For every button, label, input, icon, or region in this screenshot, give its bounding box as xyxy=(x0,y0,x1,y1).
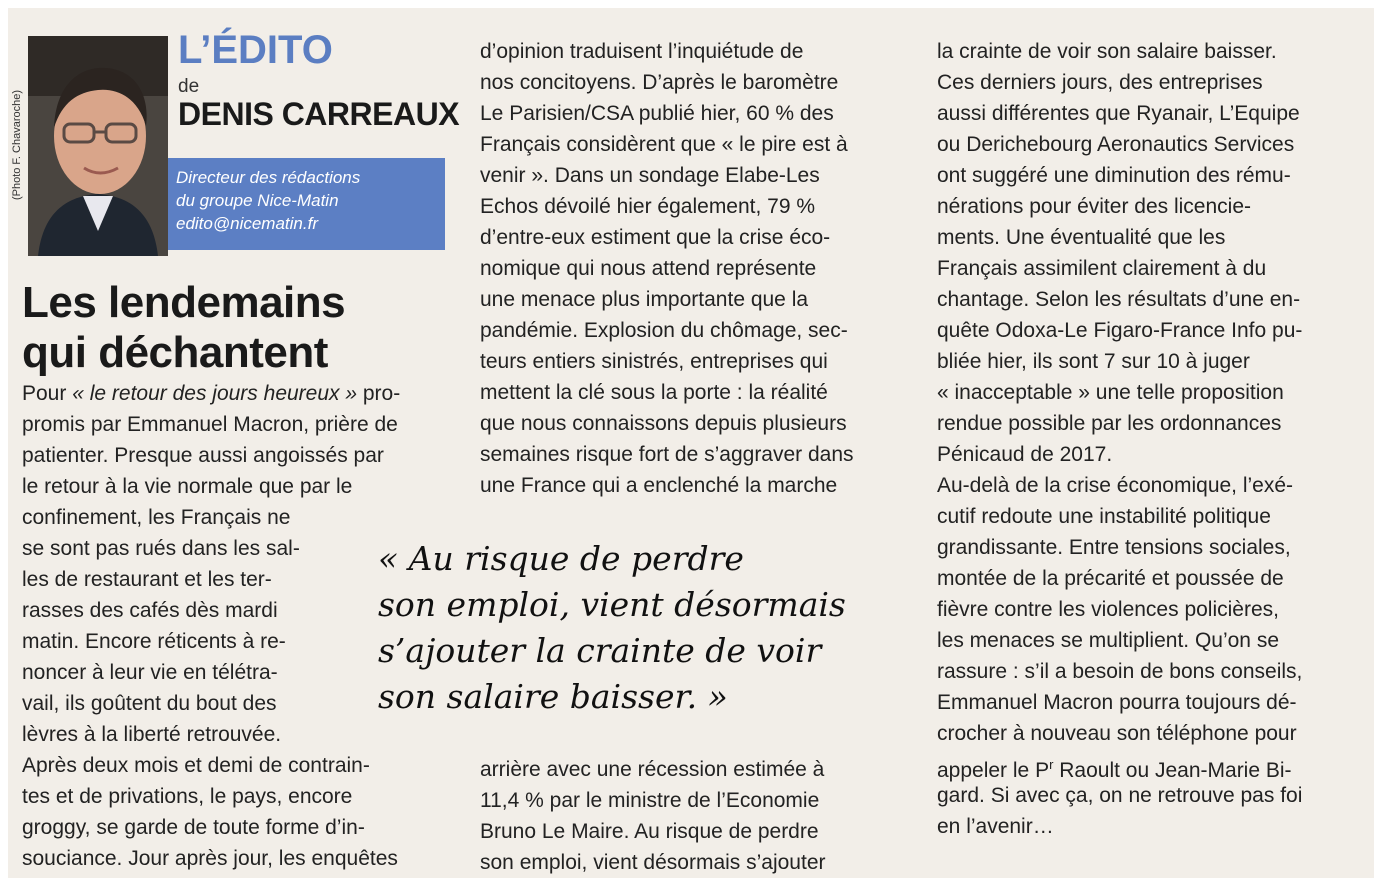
section-kicker: L’ÉDITO xyxy=(178,28,333,72)
body-line: Pour « le retour des jours heureux » pro- xyxy=(22,382,401,405)
headline-line: qui déchantent xyxy=(22,328,328,377)
pull-quote-line: s’ajouter la crainte de voir xyxy=(378,631,822,670)
body-line: Echos dévoilé hier également, 79 % xyxy=(480,195,816,218)
byline-de: de xyxy=(178,76,200,97)
body-line: rasses des cafés dès mardi xyxy=(22,599,278,622)
column-2-top xyxy=(480,36,854,501)
column-3 xyxy=(937,36,1302,842)
body-line: en l’avenir… xyxy=(937,815,1054,838)
author-role-box xyxy=(168,158,445,250)
body-line: gard. Si avec ça, on ne retrouve pas foi xyxy=(937,784,1303,807)
column-2-bottom xyxy=(480,754,826,878)
body-line: ou Derichebourg Aeronautics Services xyxy=(937,133,1295,156)
body-line: groggy, se garde de toute forme d’in- xyxy=(22,816,365,839)
body-line: d’opinion traduisent l’inquiétude de xyxy=(480,40,804,63)
body-line: Au-delà de la crise économique, l’exé- xyxy=(937,474,1294,497)
author-photo xyxy=(28,36,168,256)
body-line: le retour à la vie normale que par le xyxy=(22,475,353,498)
body-line: vail, ils goûtent du bout des xyxy=(22,692,277,715)
body-line: une France qui a enclenché la marche xyxy=(480,474,838,497)
body-line: teurs entiers sinistrés, entreprises qui xyxy=(480,350,828,373)
body-line: les menaces se multiplient. Qu’on se xyxy=(937,629,1279,652)
body-line: pandémie. Explosion du chômage, sec- xyxy=(480,319,848,342)
body-line: « inacceptable » une telle proposition xyxy=(937,381,1284,404)
body-line: montée de la précarité et poussée de xyxy=(937,567,1284,590)
author-name: DENIS CARREAUX xyxy=(178,96,460,132)
body-line: grandissante. Entre tensions sociales, xyxy=(937,536,1291,559)
body-line: ont suggéré une diminution des rému- xyxy=(937,164,1291,187)
author-role-line: Directeur des rédactions xyxy=(176,168,361,187)
body-line: les de restaurant et les ter- xyxy=(22,568,272,591)
body-line: bliée hier, ils sont 7 sur 10 à juger xyxy=(937,350,1250,373)
body-line: nérations pour éviter des licencie- xyxy=(937,195,1251,218)
body-line: nos concitoyens. D’après le baromètre xyxy=(480,71,839,94)
body-line: venir ». Dans un sondage Elabe-Les xyxy=(480,164,820,187)
author-role-line: du groupe Nice-Matin xyxy=(176,191,339,210)
body-line: chantage. Selon les résultats d’une en- xyxy=(937,288,1301,311)
body-line: appeler le $P^r$ Raoult ou Jean-Marie Bi- xyxy=(937,757,1292,782)
editorial-page xyxy=(8,8,1374,878)
body-line: matin. Encore réticents à re- xyxy=(22,630,286,653)
body-line: nomique qui nous attend représente xyxy=(480,257,817,280)
body-line: ments. Une éventualité que les xyxy=(937,226,1226,249)
pull-quote xyxy=(378,536,846,720)
body-line: souciance. Jour après jour, les enquêtes xyxy=(22,847,398,870)
body-line: tes et de privations, le pays, encore xyxy=(22,785,353,808)
body-line: Après deux mois et demi de contrain- xyxy=(22,754,370,777)
body-line: promis par Emmanuel Macron, prière de xyxy=(22,413,398,436)
body-line: Français assimilent clairement à du xyxy=(937,257,1267,280)
body-line: rendue possible par les ordonnances xyxy=(937,412,1282,435)
article-headline xyxy=(22,278,345,378)
body-line: patienter. Presque aussi angoissés par xyxy=(22,444,384,467)
body-line: Le Parisien/CSA publié hier, 60 % des xyxy=(480,102,834,125)
body-line: semaines risque fort de s’aggraver dans xyxy=(480,443,854,466)
body-line: confinement, les Français ne xyxy=(22,506,291,529)
body-line: noncer à leur vie en télétra- xyxy=(22,661,278,684)
body-line: son emploi, vient désormais s’ajouter xyxy=(480,851,826,874)
body-line: que nous connaissons depuis plusieurs xyxy=(480,412,847,435)
body-line: fièvre contre les violences policières, xyxy=(937,598,1279,621)
body-line: d’entre-eux estiment que la crise éco- xyxy=(480,226,831,249)
body-line: arrière avec une récession estimée à xyxy=(480,758,825,781)
body-line: crocher à nouveau son téléphone pour xyxy=(937,722,1297,745)
body-line: 11,4 % par le ministre de l’Economie xyxy=(480,789,820,812)
headline-line: Les lendemains xyxy=(22,278,346,327)
body-line: la crainte de voir son salaire baisser. xyxy=(937,40,1277,63)
author-email: edito@nicematin.fr xyxy=(176,214,318,233)
column-1 xyxy=(22,378,400,874)
body-line: cutif redoute une instabilité politique xyxy=(937,505,1271,528)
body-line: mettent la clé sous la porte : la réalité xyxy=(480,381,828,404)
body-line: rassure : s’il a besoin de bons conseils, xyxy=(937,660,1303,683)
pull-quote-line: son salaire baisser. » xyxy=(378,677,728,716)
pull-quote-line: « Au risque de perdre xyxy=(378,539,744,578)
body-line: se sont pas rués dans les sal- xyxy=(22,537,300,560)
body-line: aussi différentes que Ryanair, L’Equipe xyxy=(937,102,1300,125)
photo-credit: (Photo F. Chavaroche) xyxy=(11,89,23,201)
body-line: Ces derniers jours, des entreprises xyxy=(937,71,1263,94)
body-line: quête Odoxa-Le Figaro-France Info pu- xyxy=(937,319,1303,342)
body-line: Pénicaud de 2017. xyxy=(937,443,1113,466)
pull-quote-line: son emploi, vient désormais xyxy=(378,585,846,624)
body-line: Emmanuel Macron pourra toujours dé- xyxy=(937,691,1297,714)
body-line: Français considèrent que « le pire est à xyxy=(480,133,848,156)
body-line: Bruno Le Maire. Au risque de perdre xyxy=(480,820,819,843)
body-line: lèvres à la liberté retrouvée. xyxy=(22,723,282,746)
body-line: une menace plus importante que la xyxy=(480,288,809,311)
